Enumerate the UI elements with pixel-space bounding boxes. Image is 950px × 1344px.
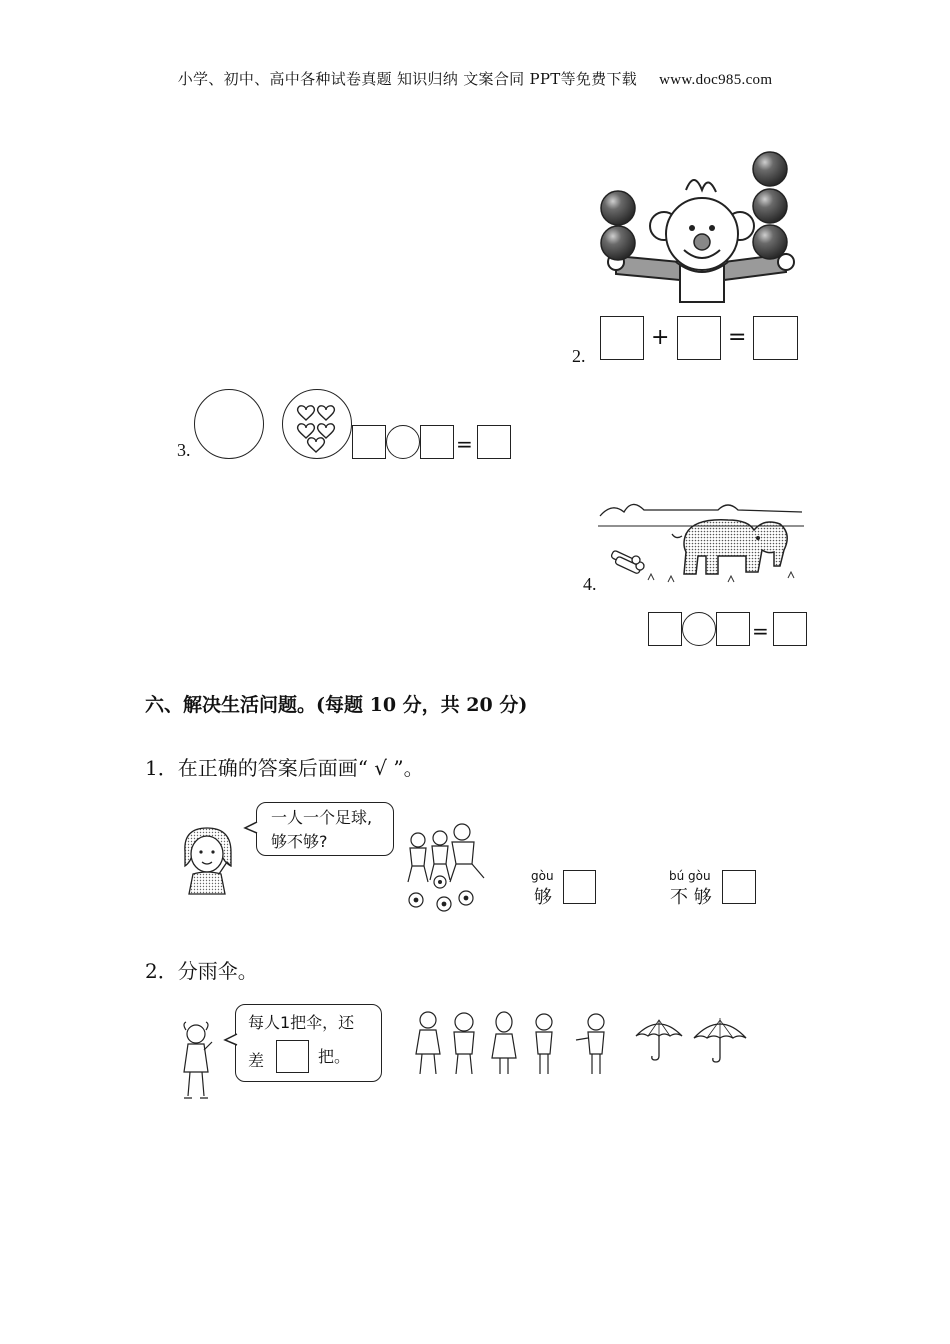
- header-text: 小学、初中、高中各种试卷真题 知识归纳 文案合同 PPT等免费下载: [177, 70, 638, 88]
- heart-icon: [308, 438, 325, 452]
- problem-3-number: 3.: [177, 440, 191, 460]
- bubble-tail: [224, 1032, 238, 1048]
- pinyin-not-enough: bú gòu: [669, 869, 711, 883]
- answer-box[interactable]: [352, 425, 386, 459]
- heart-icon: [318, 406, 335, 420]
- elephant-illustration: [598, 494, 804, 590]
- answer-box[interactable]: [276, 1040, 309, 1073]
- question-1-text: 1．在正确的答案后面画“ √ ”。: [145, 756, 424, 780]
- umbrella-icon: [634, 1016, 684, 1062]
- operator-circle[interactable]: [386, 425, 420, 459]
- bubble-pre-text: 差: [248, 1051, 265, 1070]
- header-url: www.doc985.com: [659, 72, 773, 88]
- bubble-line-2: 够不够?: [271, 832, 328, 851]
- question-2-text: 2．分雨伞。: [145, 959, 258, 983]
- bubble-line-1: 每人1把伞，还: [248, 1013, 355, 1032]
- option-enough-label: 够: [534, 887, 552, 908]
- answer-box[interactable]: [716, 612, 750, 646]
- soccer-ball-icon: [437, 897, 451, 911]
- bubble-tail: [244, 820, 258, 836]
- heart-icon: [298, 424, 315, 438]
- heart-icon: [298, 406, 315, 420]
- answer-box[interactable]: [477, 425, 511, 459]
- bubble-post-text: 把。: [318, 1047, 351, 1066]
- child-figure: [576, 1014, 604, 1074]
- answer-box[interactable]: [773, 612, 807, 646]
- soccer-ball-icon: [459, 891, 473, 905]
- problem-2-number: 2.: [572, 346, 586, 366]
- answer-box[interactable]: [600, 316, 644, 360]
- equals-sign: =: [456, 432, 473, 456]
- problem-4-number: 4.: [583, 574, 597, 594]
- child-figure: [536, 1014, 552, 1074]
- bubble-line-1: 一人一个足球,: [271, 808, 373, 827]
- speech-bubble: [256, 802, 394, 856]
- plus-sign: +: [651, 325, 670, 350]
- clown-juggler-illustration: [598, 150, 804, 302]
- soccer-ball-icon: [409, 893, 423, 907]
- children-playing-illustration: [400, 822, 496, 912]
- checkbox-enough[interactable]: [563, 870, 596, 904]
- hearts-illustration: [294, 396, 340, 454]
- child-figure: [416, 1012, 440, 1074]
- answer-box[interactable]: [648, 612, 682, 646]
- checkbox-not-enough[interactable]: [722, 870, 756, 904]
- child-figure: [492, 1012, 516, 1074]
- equals-sign: =: [752, 619, 769, 643]
- answer-box[interactable]: [420, 425, 454, 459]
- answer-box[interactable]: [753, 316, 798, 360]
- children-illustration: [412, 1010, 612, 1080]
- page-header: [0, 68, 950, 89]
- girl-illustration: [178, 1022, 218, 1104]
- heart-icon: [318, 424, 335, 438]
- girl-illustration: [175, 822, 245, 896]
- empty-set-circle: [194, 389, 264, 459]
- equals-sign: =: [728, 325, 747, 350]
- umbrella-icon: [692, 1016, 748, 1064]
- section-6-title: 六、解决生活问题。(每题 10 分，共 20 分): [145, 694, 528, 716]
- operator-circle[interactable]: [682, 612, 716, 646]
- pinyin-enough: gòu: [531, 869, 554, 883]
- answer-box[interactable]: [677, 316, 721, 360]
- child-figure: [454, 1013, 474, 1074]
- soccer-ball-icon: [434, 876, 446, 888]
- option-not-enough-label: 不 够: [670, 887, 712, 908]
